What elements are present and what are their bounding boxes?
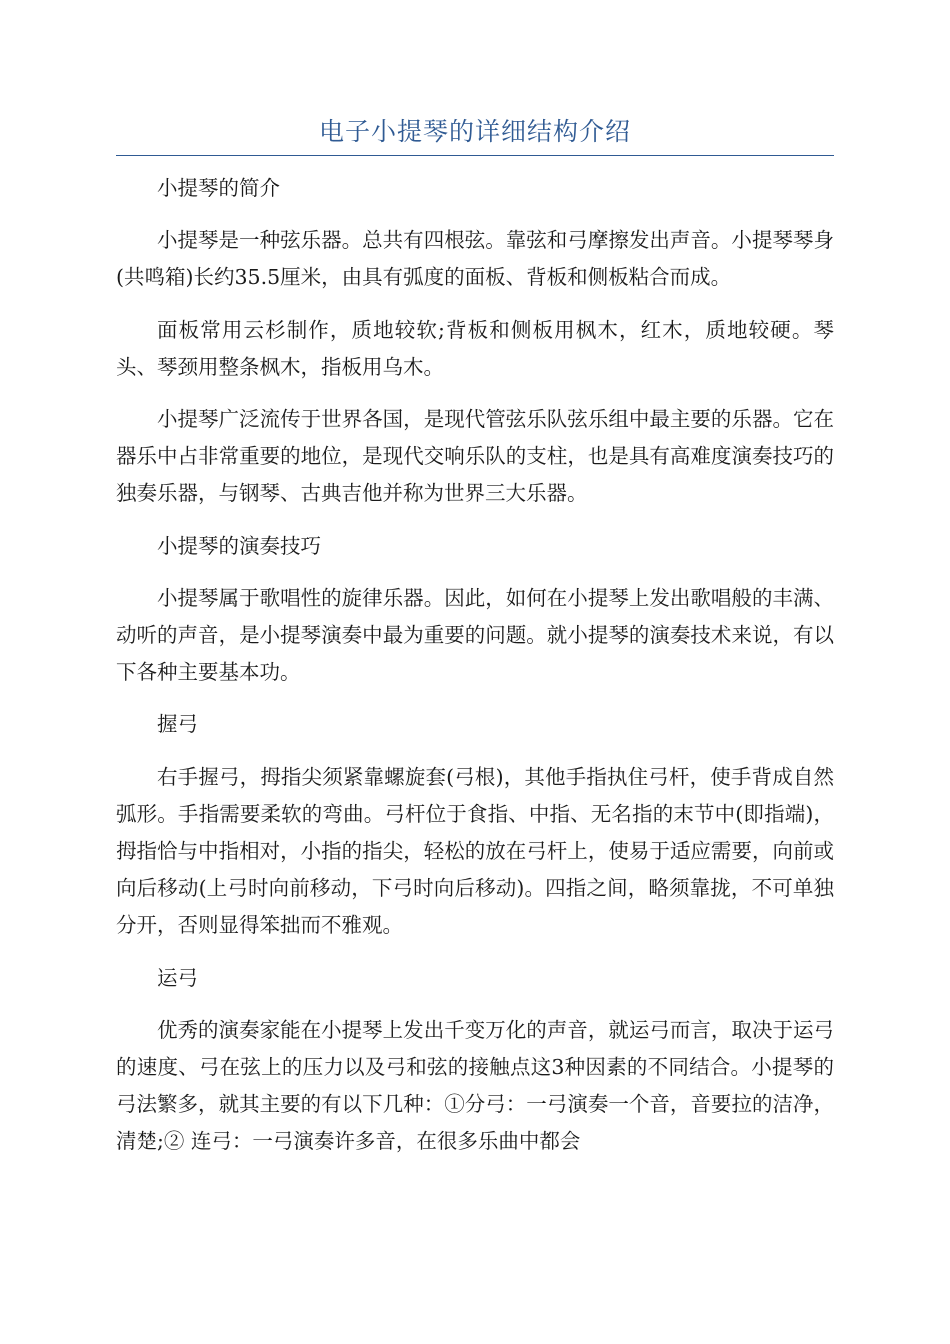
paragraph: 小提琴是一种弦乐器。总共有四根弦。靠弦和弓摩擦发出声音。小提琴琴身(共鸣箱)长约35.5厘米，由具有弧度的面板、背板和侧板粘合而成。	[116, 228, 834, 290]
section-heading-intro: 小提琴的简介	[157, 176, 280, 200]
paragraph: 优秀的演奏家能在小提琴上发出千变万化的声音，就运弓而言，取决于运弓的速度、弓在弦上的压力以及弓和弦的接触点这3种因素的不同结合。小提琴的弓法繁多，就其主要的有以下几种：①分弓：一弓演奏一个音，音要拉的洁净，清楚;② 连弓：一弓演奏许多音，在很多乐曲中都会	[116, 1017, 834, 1154]
section-heading-technique: 小提琴的演奏技巧	[157, 533, 321, 558]
paragraph: 小提琴属于歌唱性的旋律乐器。因此，如何在小提琴上发出歌唱般的丰满、动听的声音，是小提琴演奏中最为重要的问题。就小提琴的演奏技术来说，有以下各种主要基本功。	[116, 585, 834, 685]
document-body	[116, 170, 834, 1176]
paragraph: 小提琴广泛流传于世界各国，是现代管弦乐队弦乐组中最主要的乐器。它在器乐中占非常重要的地位，是现代交响乐队的支柱，也是具有高难度演奏技巧的独奏乐器，与钢琴、古典吉他并称为世界三大乐器。	[116, 407, 834, 506]
section-heading-bowing: 运弓	[157, 965, 198, 990]
section-heading-bow-grip: 握弓	[157, 712, 198, 737]
paragraph: 右手握弓，拇指尖须紧靠螺旋套(弓根)，其他手指执住弓杆，使手背成自然弧形。手指需要柔软的弯曲。弓杆位于食指、中指、无名指的末节中(即指端)，拇指恰与中指相对，小指的指尖，轻松的放在弓杆上，使易于适应需要，向前或向后移动(上弓时向前移动，下弓时向后移动)。四指之间，略须靠拢，不可单独分开，否则显得笨拙而不雅观。	[116, 764, 834, 938]
paragraph: 面板常用云杉制作，质地较软;背板和侧板用枫木，红木，质地较硬。琴头、琴颈用整条枫木，指板用乌木。	[116, 317, 834, 379]
document-title: 电子小提琴的详细结构介绍	[116, 112, 834, 156]
